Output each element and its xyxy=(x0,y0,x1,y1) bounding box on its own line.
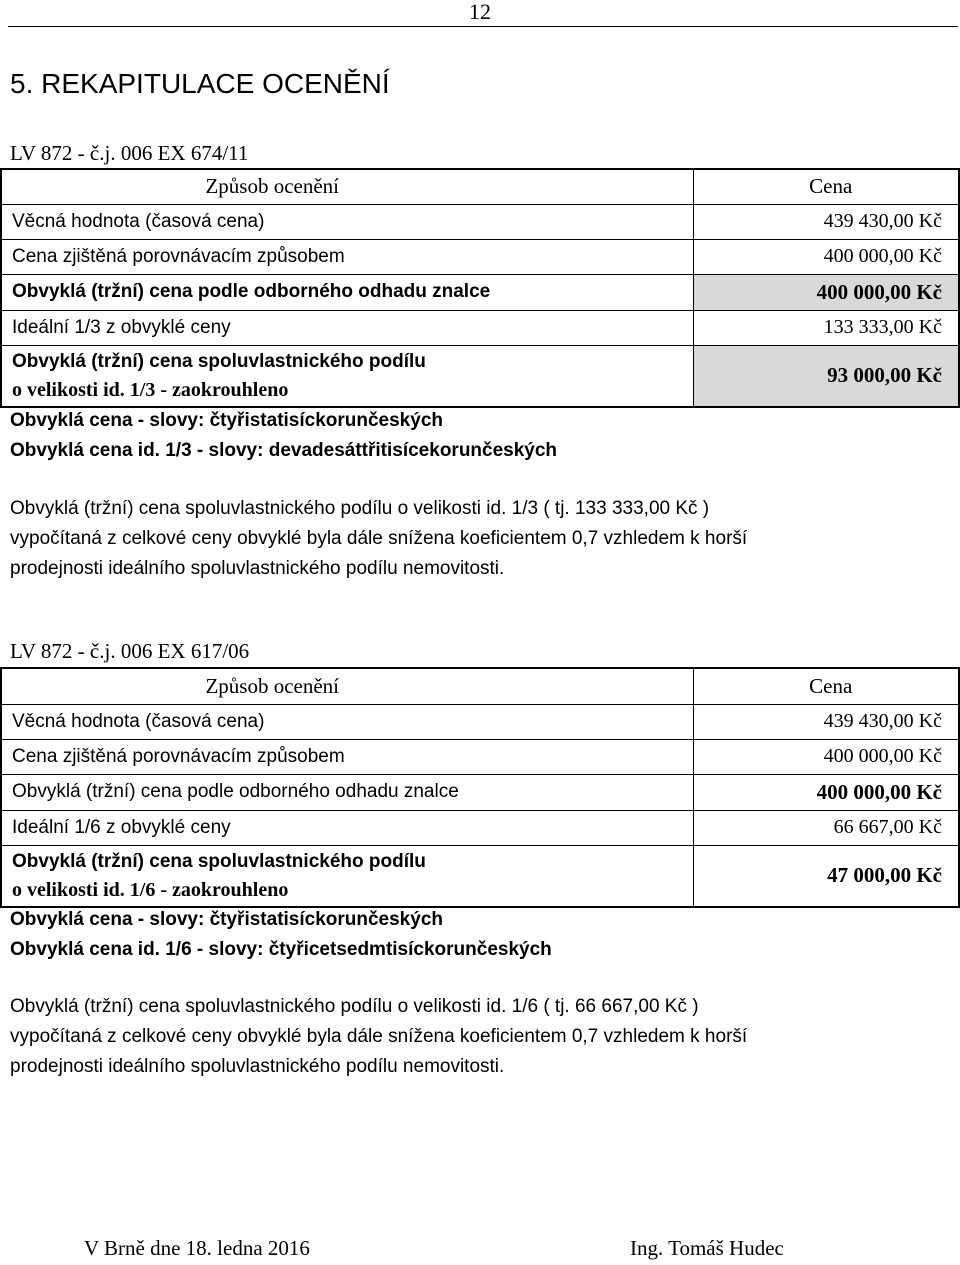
header-method: Způsob ocenění xyxy=(1,169,693,204)
table-row-final xyxy=(1,345,959,407)
note-line-2: vypočítaná z celkové ceny obvyklé byla dále snížena koeficientem 0,7 vzhledem k horší xyxy=(10,1026,748,1047)
table-row xyxy=(1,239,959,274)
page-number: 12 xyxy=(469,0,491,24)
note-line-3: prodejnosti ideálního spoluvlastnického podílu nemovitosti. xyxy=(10,1056,505,1077)
row-value: 400 000,00 Kč xyxy=(693,774,959,810)
table-row xyxy=(1,310,959,345)
note-line-2: vypočítaná z celkové ceny obvyklé byla dále snížena koeficientem 0,7 vzhledem k horší xyxy=(10,528,748,549)
table-row xyxy=(1,810,959,845)
header-rule xyxy=(8,26,958,27)
final-label-line-1: Obvyklá (tržní) cena spoluvlastnického podílu xyxy=(12,850,426,872)
header-price: Cena xyxy=(693,169,959,204)
row-value: 66 667,00 Kč xyxy=(693,810,959,845)
table-header-row xyxy=(1,668,959,704)
section-2-note xyxy=(10,992,940,1082)
final-label-line-2: o velikosti id. 1/6 - zaokrouhleno xyxy=(12,878,289,901)
row-value: 439 430,00 Kč xyxy=(693,704,959,739)
page-heading: 5. REKAPITULACE OCENĚNÍ xyxy=(10,68,390,99)
row-label: Obvyklá (tržní) cena podle odborného odhadu znalce xyxy=(1,274,693,310)
row-label: Věcná hodnota (časová cena) xyxy=(1,704,693,739)
row-value: 439 430,00 Kč xyxy=(693,204,959,239)
table-row-final xyxy=(1,845,959,907)
table-row xyxy=(1,274,959,310)
note-line-3: prodejnosti ideálního spoluvlastnického podílu nemovitosti. xyxy=(10,558,505,579)
row-label: Ideální 1/6 z obvyklé ceny xyxy=(1,810,693,845)
words-line-2: Obvyklá cena id. 1/3 - slovy: devadesáttřitisícekorunčeských xyxy=(10,440,558,461)
final-label xyxy=(1,845,693,907)
row-label: Cena zjištěná porovnávacím způsobem xyxy=(1,739,693,774)
section-1-title: LV 872 - č.j. 006 EX 674/11 xyxy=(10,141,249,165)
table-row xyxy=(1,704,959,739)
footer-place-date: V Brně dne 18. ledna 2016 xyxy=(84,1236,310,1260)
header-method: Způsob ocenění xyxy=(1,668,693,704)
table-header-row xyxy=(1,169,959,204)
row-label: Cena zjištěná porovnávacím způsobem xyxy=(1,239,693,274)
final-label-line-2: o velikosti id. 1/3 - zaokrouhleno xyxy=(12,378,289,401)
words-line-1: Obvyklá cena - slovy: čtyřistatisíckorunčeských xyxy=(10,909,443,930)
section-2-table xyxy=(0,667,960,908)
table-row xyxy=(1,204,959,239)
final-value: 93 000,00 Kč xyxy=(693,345,959,407)
section-2-words xyxy=(10,905,552,965)
row-value: 133 333,00 Kč xyxy=(693,310,959,345)
header-price: Cena xyxy=(693,668,959,704)
table-row xyxy=(1,739,959,774)
words-line-2: Obvyklá cena id. 1/6 - slovy: čtyřicetsedmtisíckorunčeských xyxy=(10,939,552,960)
note-line-1: Obvyklá (tržní) cena spoluvlastnického podílu o velikosti id. 1/6 ( tj. 66 667,00 Kč ) xyxy=(10,996,699,1017)
section-1-note xyxy=(10,494,940,584)
final-label xyxy=(1,345,693,407)
row-label: Ideální 1/3 z obvyklé ceny xyxy=(1,310,693,345)
row-value: 400 000,00 Kč xyxy=(693,239,959,274)
section-2-title: LV 872 - č.j. 006 EX 617/06 xyxy=(10,639,250,663)
final-value: 47 000,00 Kč xyxy=(693,845,959,907)
final-label-line-1: Obvyklá (tržní) cena spoluvlastnického podílu xyxy=(12,350,426,372)
row-value: 400 000,00 Kč xyxy=(693,739,959,774)
section-1-words xyxy=(10,406,557,466)
row-label: Věcná hodnota (časová cena) xyxy=(1,204,693,239)
note-line-1: Obvyklá (tržní) cena spoluvlastnického podílu o velikosti id. 1/3 ( tj. 133 333,00 Kč ) xyxy=(10,498,710,519)
row-value: 400 000,00 Kč xyxy=(693,274,959,310)
row-label: Obvyklá (tržní) cena podle odborného odhadu znalce xyxy=(1,774,693,810)
table-row xyxy=(1,774,959,810)
section-1-table xyxy=(0,168,960,408)
footer-signature: Ing. Tomáš Hudec xyxy=(630,1236,784,1260)
words-line-1: Obvyklá cena - slovy: čtyřistatisíckorunčeských xyxy=(10,410,443,431)
